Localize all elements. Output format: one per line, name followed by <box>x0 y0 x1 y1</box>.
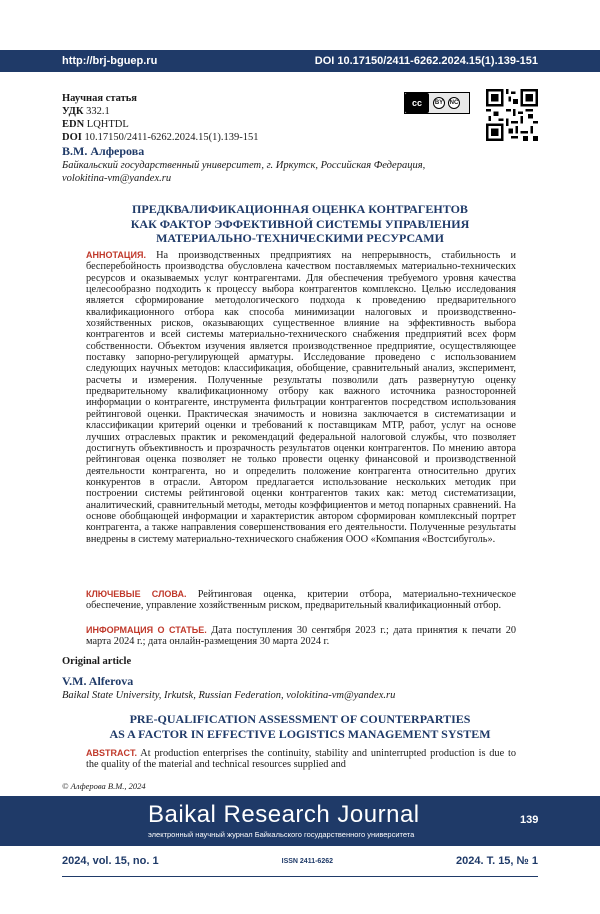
article-title-ru: ПРЕДКВАЛИФИКАЦИОННАЯ ОЦЕНКА КОНТРАГЕНТОВ КАК ФАКТОР ЭФФЕКТИВНОЙ СИСТЕМЫ УПРАВЛЕНИЯ МАТЕРИАЛЬНО-ТЕХНИЧЕСКИМИ РЕСУРСАМИ <box>130 202 470 245</box>
issn: ISSN 2411-6262 <box>281 857 333 865</box>
edn-label: EDN <box>62 119 85 130</box>
author-name-en: V.M. Alferova <box>62 674 134 688</box>
header-doi[interactable]: DOI 10.17150/2411-6262.2024.15(1).139-151 <box>314 55 538 67</box>
author-email-ru[interactable]: volokitina-vm@yandex.ru <box>62 172 172 184</box>
by-icon: BY <box>433 97 445 109</box>
author-en <box>62 674 538 701</box>
journal-url-link[interactable]: http://brj-bguep.ru <box>62 55 158 67</box>
page-number: 139 <box>520 814 539 826</box>
keywords-label-ru: КЛЮЧЕВЫЕ СЛОВА. <box>86 589 187 599</box>
issue-line <box>62 846 538 876</box>
footer-rule <box>62 876 538 877</box>
author-name-ru: В.М. Алферова <box>62 144 145 158</box>
edn-value: LQHTDL <box>86 119 129 130</box>
abstract-en <box>86 748 516 771</box>
journal-footer-banner <box>0 796 600 846</box>
abstract-label-ru: АННОТАЦИЯ. <box>86 250 146 260</box>
abstract-text-ru: На производственных предприятиях на непрерывность, стабильность и бесперебойность производства обусловлена качеством поставляемых материально-технических ресурсов и оказываемых услуг контрагентами. Для обеспечения требуемого уровня качества целесообразно подходить к процессу выбора контрагентов комплексно. Целью исследования является сформирование методологического подхода к проведению предварительного квалификационного отбора как способа минимизации налоговых и производственно-хозяйственных рисков, оказывающих существенное влияние на эффективность выбора контрагентов и всей системы материально-технического снабжения предприятий всех форм собственности. Объектом изучения является производственное предприятие, осуществляющее поставку запорно-регулирующей арматуры. Исследование проведено с использованием следующих научных методов: классификация, обобщение, сравнительный анализ, эксперимент, расчеты и измерения. Полученные результаты позволили дать развернутую оценку предварительному квалификационному отбору как важного источника разносторонней информации о контрагенте, инструмента фильтрации контрагентов посредством использования рейтинговой оценки. Практическая значимость и новизна заключается в систематизации и классификации критерий оценки и требований к поставщикам МТР, работ, услуг на основе лучших отраслевых практик и рекомендаций федеральной налоговой службы, что позволяет достигнуть объективность и прозрачность результатов оценки контрагентов. По мнению автора рейтинговая оценка позволяет не только провести оценку финансовой и производственной деятельности контрагента, но и определить положение контрагента относительно других конкурентов в отрасли. Автором предлагается использование нескольких методик при построении системы рейтинговой оценки контрагентов таких как: метод систематизации, аналитический, сравнительный методы, методы коэффициентов и метод попарных сравнений. На основе обобщающей информации и характеристик автором сформирован комплексный портрет контрагента, а также направления совершенствования его деятельности. Полученные результаты внедрены в систему материально-технического снабжения ООО «Компания «Востсибуголь». <box>86 250 517 545</box>
journal-subtitle: электронный научный журнал Байкальского государственного университета <box>148 830 415 839</box>
info-text-ru: Дата поступления 30 сентября 2023 г.; дата принятия к печати 20 марта 2024 г.; дата онлайн-размещения 30 марта 2024 г. <box>86 625 516 648</box>
abstract-ru <box>86 250 516 545</box>
article-title-en: PRE-QUALIFICATION ASSESSMENT OF COUNTERPARTIES AS A FACTOR IN EFFECTIVE LOGISTICS MANAGEMENT SYSTEM <box>109 712 491 741</box>
article-info-ru <box>86 625 516 648</box>
doi-value: 10.17150/2411-6262.2024.15(1).139-151 <box>84 132 259 143</box>
volume-ru: 2024. Т. 15, № 1 <box>456 855 538 867</box>
article-meta <box>62 92 258 144</box>
keywords-ru <box>86 589 516 612</box>
cc-license-badge[interactable] <box>404 92 470 114</box>
qr-code-icon <box>486 89 538 141</box>
article-type: Научная статья <box>62 93 137 104</box>
copyright: © Алферова В.М., 2024 <box>62 781 146 791</box>
abstract-text-en: At production enterprises the continuity, stability and uninterrupted production is due to the quality of the material and technical resources supplied and <box>86 748 516 771</box>
journal-name: Baikal Research Journal <box>148 801 420 828</box>
volume-en: 2024, vol. 15, no. 1 <box>62 855 159 867</box>
info-label-ru: ИНФОРМАЦИЯ О СТАТЬЕ. <box>86 625 207 635</box>
udk-label: УДК <box>62 106 84 117</box>
keywords-text-ru: Рейтинговая оценка, критерии отбора, материально-техническое обеспечение, управление хозяйственным риском, предварительный квалификационный отбор. <box>86 589 516 612</box>
doi-label: DOI <box>62 132 82 143</box>
author-affiliation-en: Baikal State University, Irkutsk, Russian Federation, volokitina-vm@yandex.ru <box>62 690 396 701</box>
cc-logo-icon: cc <box>405 93 429 113</box>
nc-icon: NC <box>448 97 460 109</box>
author-affiliation-ru: Байкальский государственный университет, г. Иркутск, Российская Федерация, <box>62 160 426 171</box>
author-ru <box>62 144 538 185</box>
udk-value: 332.1 <box>86 106 110 117</box>
original-article-label: Original article <box>62 656 132 667</box>
header-bar <box>0 50 600 72</box>
abstract-label-en: ABSTRACT. <box>86 748 137 758</box>
